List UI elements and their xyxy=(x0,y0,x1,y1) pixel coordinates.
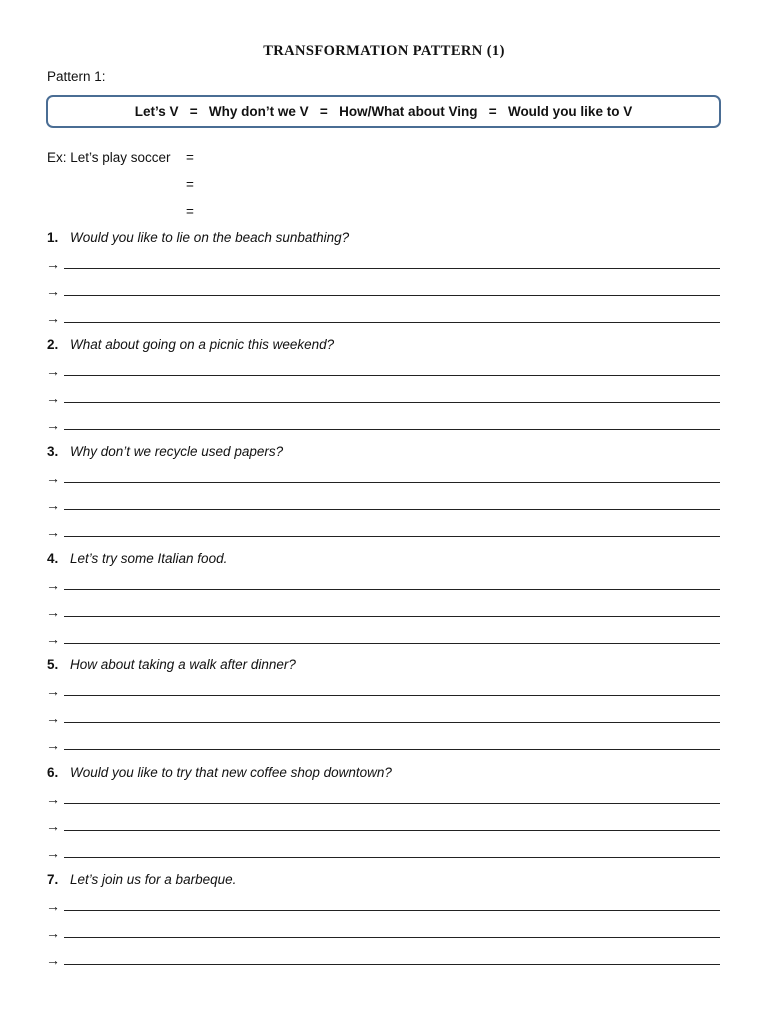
arrow-right-icon: → xyxy=(46,470,60,486)
answer-line[interactable] xyxy=(46,416,720,432)
question-text: Would you like to try that new coffee shop downtown? xyxy=(70,765,392,780)
question-text: Would you like to lie on the beach sunbathing? xyxy=(70,230,350,245)
question-text: Let’s try some Italian food. xyxy=(70,551,228,566)
arrow-right-icon: → xyxy=(46,710,60,726)
arrow-right-icon: → xyxy=(46,683,60,699)
question-1 xyxy=(47,230,349,245)
arrow-right-icon: → xyxy=(46,845,60,861)
answer-blank[interactable] xyxy=(64,737,720,750)
question-5 xyxy=(47,657,296,672)
arrow-right-icon: → xyxy=(46,577,60,593)
answer-line[interactable] xyxy=(46,682,720,698)
answer-line[interactable] xyxy=(46,817,720,833)
question-number: 7. xyxy=(47,872,59,887)
arrow-right-icon: → xyxy=(46,898,60,914)
example-prefix: Ex: Let’s play soccer xyxy=(47,150,171,165)
answer-line[interactable] xyxy=(46,496,720,512)
arrow-right-icon: → xyxy=(46,791,60,807)
answer-line[interactable] xyxy=(46,389,720,405)
worksheet-title: TRANSFORMATION PATTERN (1) xyxy=(263,43,505,59)
question-4 xyxy=(47,551,227,566)
answer-blank[interactable] xyxy=(64,818,720,831)
question-text: Let’s join us for a barbeque. xyxy=(70,872,237,887)
answer-line[interactable] xyxy=(46,469,720,485)
answer-blank[interactable] xyxy=(64,470,720,483)
answer-blank[interactable] xyxy=(64,683,720,696)
arrow-right-icon: → xyxy=(46,524,60,540)
answer-line[interactable] xyxy=(46,736,720,752)
question-number: 2. xyxy=(47,337,59,352)
question-number: 4. xyxy=(47,551,59,566)
answer-blank[interactable] xyxy=(64,898,720,911)
arrow-right-icon: → xyxy=(46,283,60,299)
answer-blank[interactable] xyxy=(64,631,720,644)
answer-blank[interactable] xyxy=(64,310,720,323)
arrow-right-icon: → xyxy=(46,604,60,620)
answer-line[interactable] xyxy=(46,790,720,806)
answer-line[interactable] xyxy=(46,282,720,298)
arrow-right-icon: → xyxy=(46,925,60,941)
answer-line[interactable] xyxy=(46,603,720,619)
arrow-right-icon: → xyxy=(46,818,60,834)
question-number: 1. xyxy=(47,230,59,245)
answer-blank[interactable] xyxy=(64,710,720,723)
answer-line[interactable] xyxy=(46,951,720,967)
example-equals-3: = xyxy=(186,204,194,219)
answer-line[interactable] xyxy=(46,709,720,725)
question-text: Why don’t we recycle used papers? xyxy=(70,444,284,459)
question-number: 5. xyxy=(47,657,59,672)
answer-line[interactable] xyxy=(46,844,720,860)
answer-blank[interactable] xyxy=(64,256,720,269)
arrow-right-icon: → xyxy=(46,737,60,753)
question-3 xyxy=(47,444,283,459)
answer-line[interactable] xyxy=(46,576,720,592)
answer-blank[interactable] xyxy=(64,524,720,537)
question-2 xyxy=(47,337,334,352)
arrow-right-icon: → xyxy=(46,363,60,379)
pattern-label: Pattern 1: xyxy=(47,69,106,84)
answer-blank[interactable] xyxy=(64,497,720,510)
question-text: How about taking a walk after dinner? xyxy=(70,657,296,672)
answer-blank[interactable] xyxy=(64,390,720,403)
arrow-right-icon: → xyxy=(46,631,60,647)
example-equals-1: = xyxy=(186,150,194,165)
answer-blank[interactable] xyxy=(64,791,720,804)
answer-line[interactable] xyxy=(46,897,720,913)
question-number: 6. xyxy=(47,765,59,780)
question-6 xyxy=(47,765,392,780)
arrow-right-icon: → xyxy=(46,390,60,406)
answer-blank[interactable] xyxy=(64,283,720,296)
answer-blank[interactable] xyxy=(64,604,720,617)
arrow-right-icon: → xyxy=(46,310,60,326)
question-7 xyxy=(47,872,236,887)
answer-line[interactable] xyxy=(46,924,720,940)
question-text: What about going on a picnic this weekend? xyxy=(70,337,335,352)
answer-blank[interactable] xyxy=(64,845,720,858)
answer-blank[interactable] xyxy=(64,417,720,430)
answer-blank[interactable] xyxy=(64,952,720,965)
arrow-right-icon: → xyxy=(46,952,60,968)
answer-blank[interactable] xyxy=(64,925,720,938)
arrow-right-icon: → xyxy=(46,497,60,513)
example-equals-2: = xyxy=(186,177,194,192)
answer-line[interactable] xyxy=(46,523,720,539)
answer-line[interactable] xyxy=(46,630,720,646)
arrow-right-icon: → xyxy=(46,417,60,433)
answer-line[interactable] xyxy=(46,309,720,325)
answer-line[interactable] xyxy=(46,255,720,271)
pattern-formula-box: Let’s V = Why don’t we V = How/What about Ving = Would you like to V xyxy=(46,95,721,128)
answer-blank[interactable] xyxy=(64,577,720,590)
question-number: 3. xyxy=(47,444,59,459)
arrow-right-icon: → xyxy=(46,256,60,272)
answer-blank[interactable] xyxy=(64,363,720,376)
answer-line[interactable] xyxy=(46,362,720,378)
